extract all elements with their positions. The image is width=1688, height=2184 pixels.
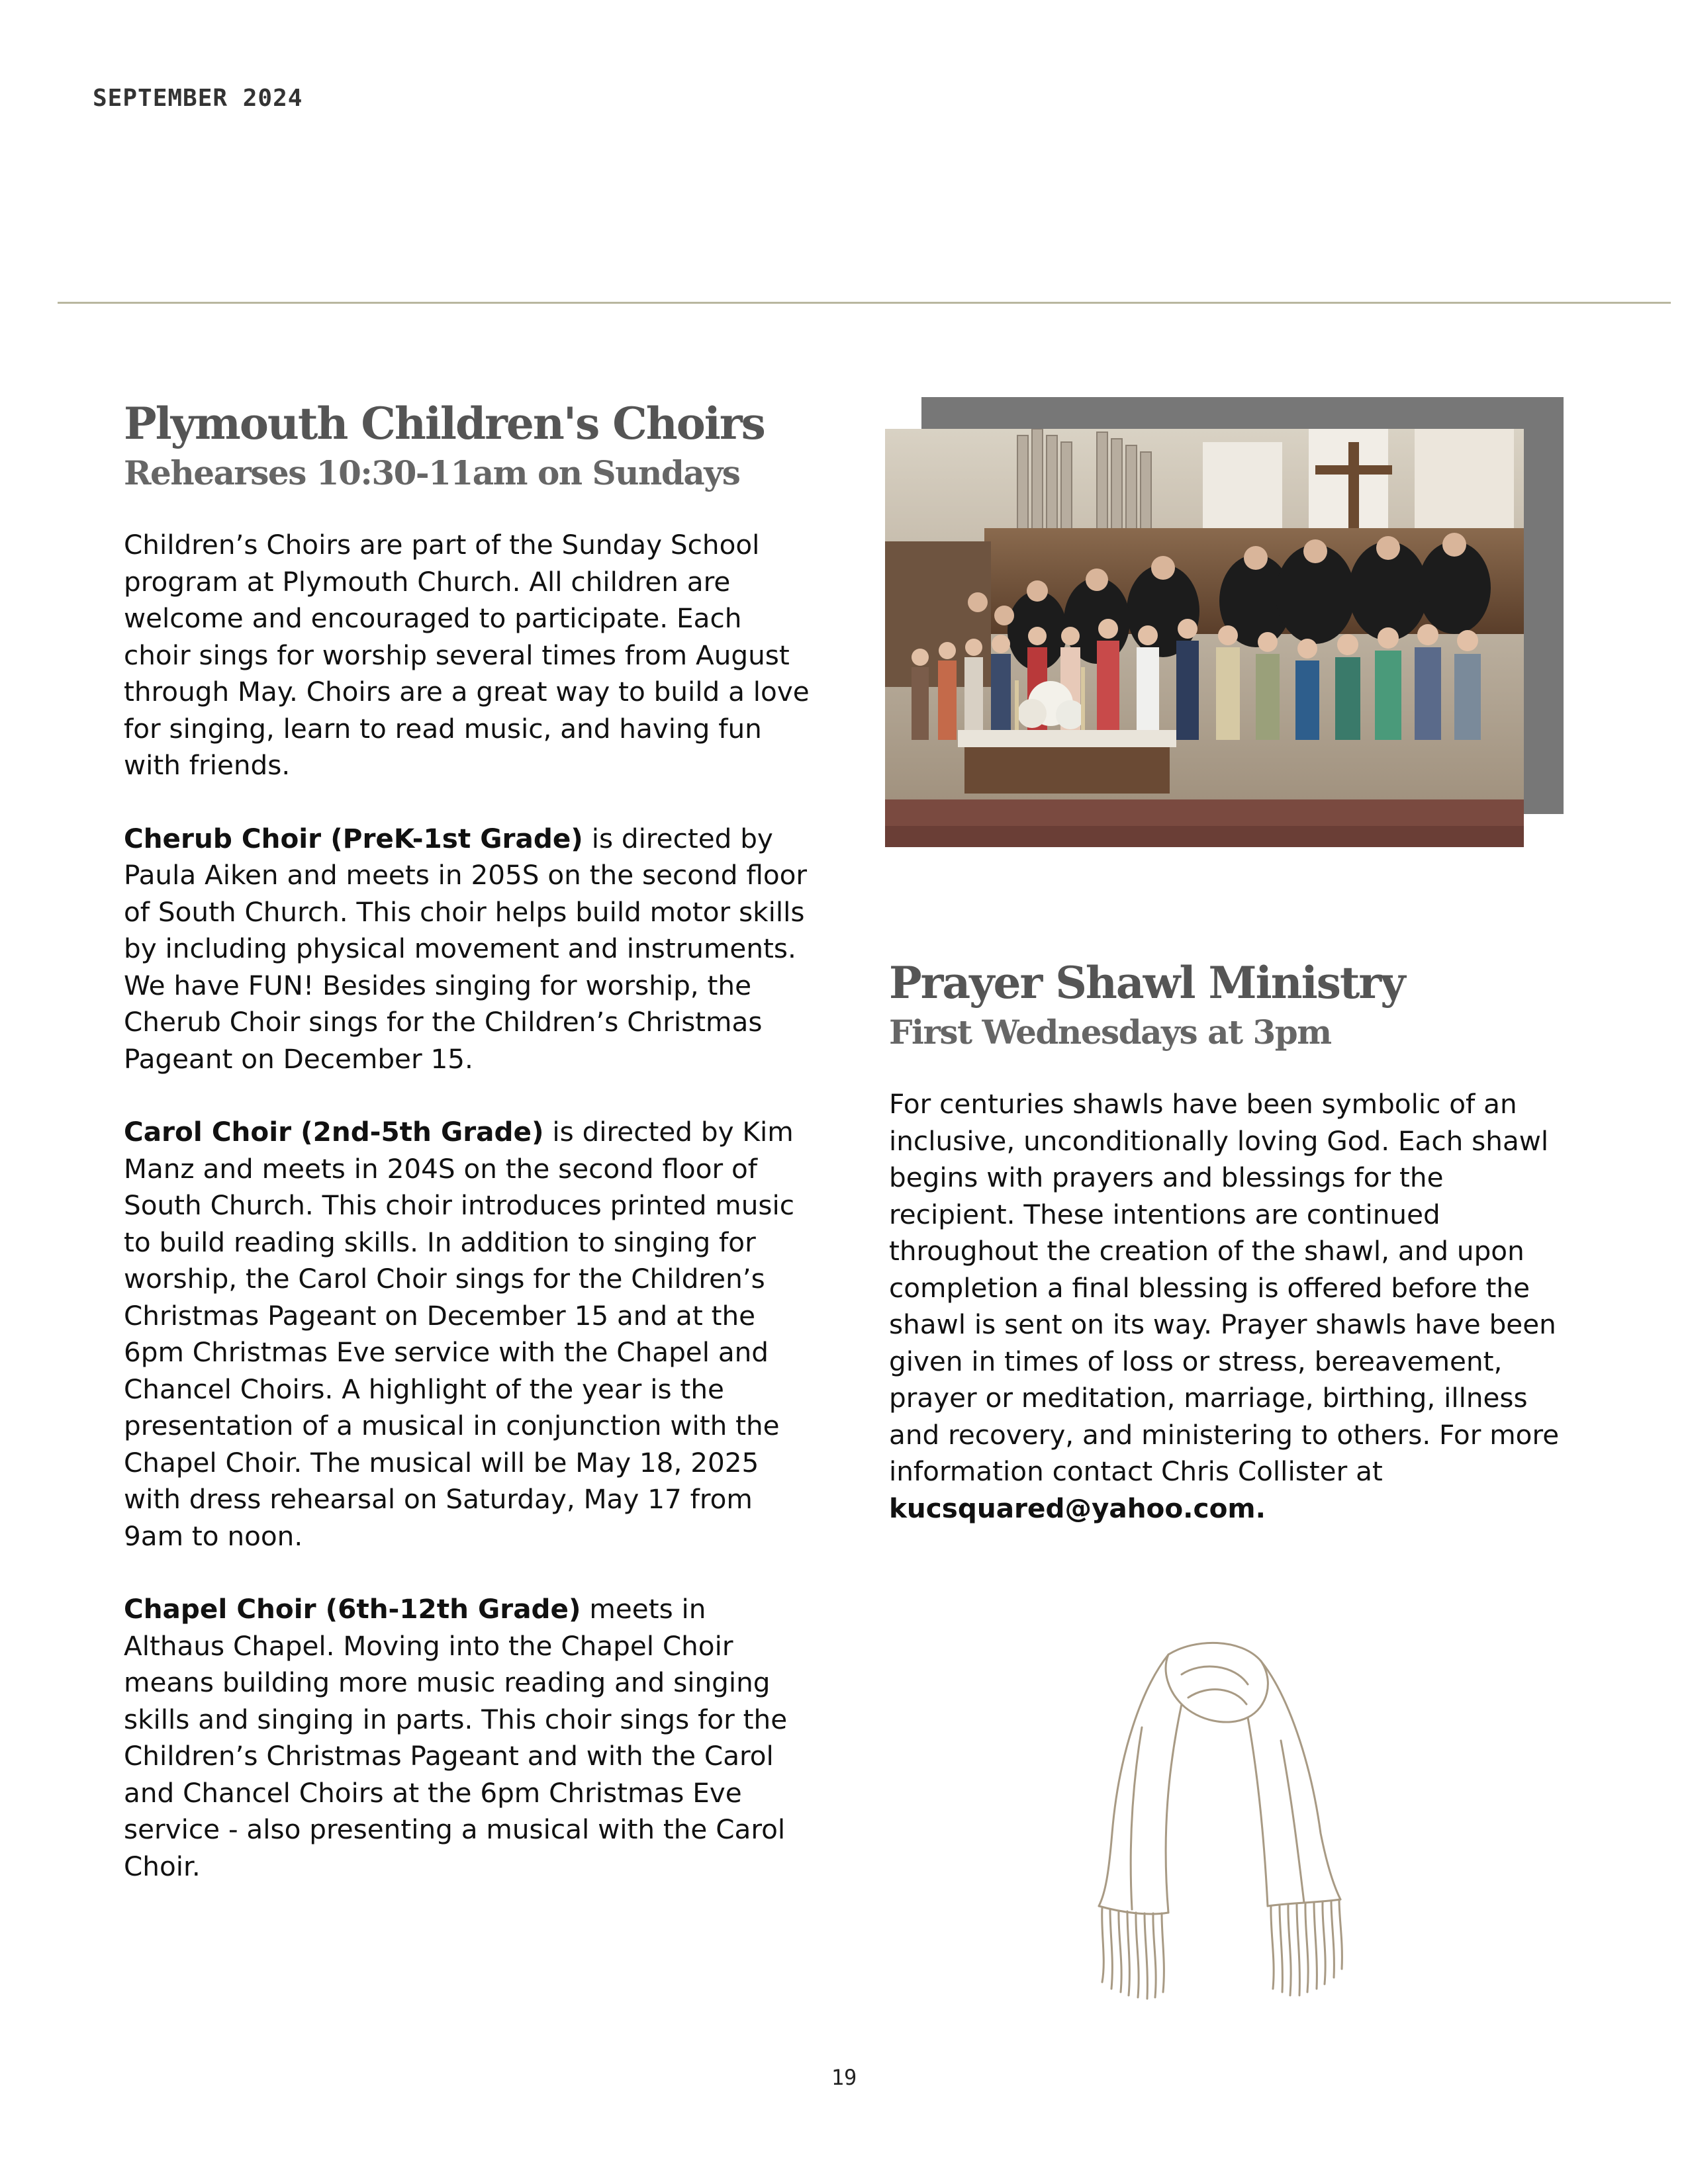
carol-choir-text: is directed by Kim Manz and meets in 204S on the second floor of South Church. This choir introduces printed music to build reading skills. In addition to singing for worship, the Carol Choir sings for the Children’s Christmas Pageant on December 15 and at the 6pm Christmas Eve service with the Chapel and Chancel Choirs. A highlight of the year is the presentation of a musical in conjunction with the Chapel Choir. The musical will be May 18, 2025 with dress rehearsal on Saturday, May 17 from 9am to noon. bbox=[124, 1116, 795, 1552]
choir-photo-frame bbox=[885, 397, 1564, 847]
header-date: SEPTEMBER 2024 bbox=[93, 85, 303, 112]
carol-choir-name: Carol Choir (2nd-5th Grade) bbox=[124, 1116, 544, 1148]
choirs-section bbox=[124, 397, 812, 1885]
page-number: 19 bbox=[831, 2065, 857, 2090]
chapel-choir-name: Chapel Choir (6th-12th Grade) bbox=[124, 1593, 581, 1625]
prayer-shawl-text: For centuries shawls have been symbolic of an inclusive, unconditionally loving God. Each shawl begins with prayers and blessings for the recipient. These intentions are continued throughout the creation of the shawl, and upon completion a final blessing is offered before the shawl is sent on its way. Prayer shawls have been given in times of loss or stress, bereavement, prayer or meditation, marriage, birthing, illness and recovery, and ministering to others. For more information contact Chris Collister at bbox=[889, 1088, 1560, 1487]
contact-email: kucsquared@yahoo.com. bbox=[889, 1492, 1266, 1524]
prayer-shawl-section bbox=[889, 956, 1571, 1527]
choir-photo bbox=[885, 429, 1524, 847]
cherub-choir-paragraph bbox=[124, 821, 812, 1078]
chapel-choir-paragraph bbox=[124, 1591, 812, 1885]
choirs-intro: Children’s Choirs are part of the Sunday School program at Plymouth Church. All children are welcome and encouraged to participate. Each choir sings for worship several times from August through May. Choirs are a great way to build a love for singing, learn to read music, and having fun with friends. bbox=[124, 529, 810, 781]
chapel-choir-text: meets in Althaus Chapel. Moving into the Chapel Choir means building more music reading and singing skills and singing in parts. This choir sings for the Children’s Christmas Pageant and with the Carol and Chancel Choirs at the 6pm Christmas Eve service - also presenting a musical with the Carol Choir. bbox=[124, 1593, 788, 1882]
shawl-illustration-icon bbox=[1069, 1635, 1374, 2005]
shawl-illustration bbox=[1069, 1635, 1374, 2005]
cherub-choir-text: is directed by Paula Aiken and meets in 205S on the second floor of South Church. This choir helps build motor skills by including physical movement and instruments. We have FUN! Besides singing for worship, the Cherub Choir sings for the Children’s Christmas Pageant on December 15. bbox=[124, 822, 808, 1075]
prayer-shawl-paragraph bbox=[889, 1086, 1571, 1527]
prayer-shawl-subtitle: First Wednesdays at 3pm bbox=[889, 1013, 1331, 1052]
prayer-shawl-title: Prayer Shawl Ministry bbox=[889, 957, 1405, 1009]
cherub-choir-name: Cherub Choir (PreK-1st Grade) bbox=[124, 822, 583, 854]
choirs-title: Plymouth Children's Choirs bbox=[124, 398, 765, 449]
carol-choir-paragraph bbox=[124, 1114, 812, 1555]
header-divider bbox=[58, 302, 1671, 304]
choirs-subtitle: Rehearses 10:30-11am on Sundays bbox=[124, 453, 740, 492]
choir-photo-icon bbox=[885, 429, 1524, 847]
